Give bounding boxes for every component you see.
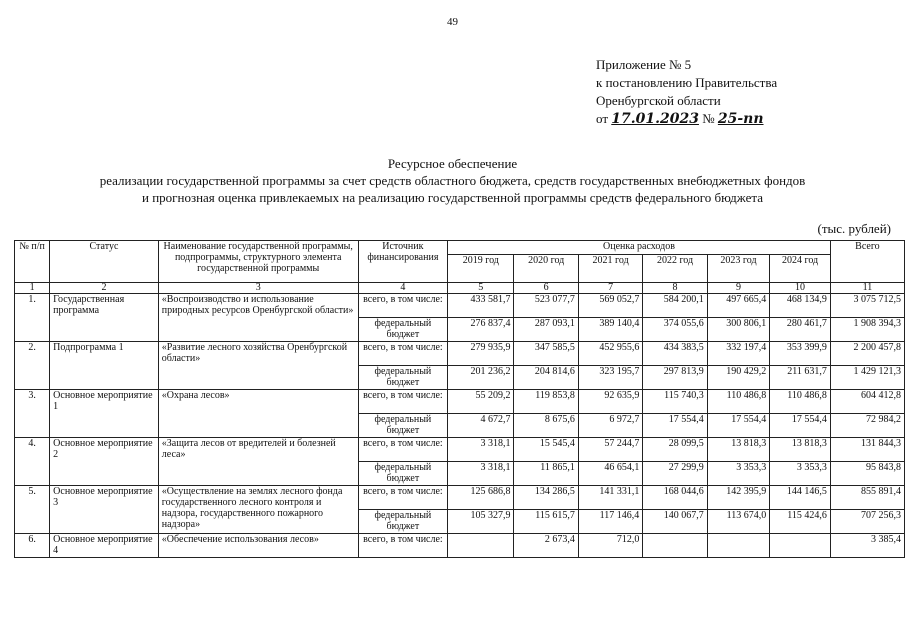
- appendix-header: [596, 56, 777, 128]
- header-year: 2019 год: [448, 255, 514, 283]
- title-line-3: и прогнозная оценка привлекаемых на реализацию государственной программы средств федерального бюджета: [141, 190, 763, 205]
- row-num: 6.: [15, 534, 50, 558]
- row-total: 3 075 712,5: [830, 294, 904, 318]
- row-value: 523 077,7: [514, 294, 578, 318]
- row-value: 497 665,4: [707, 294, 770, 318]
- row-value: 17 554,4: [643, 414, 707, 438]
- row-value: 141 331,1: [578, 486, 642, 510]
- row-num: 2.: [15, 342, 50, 390]
- table-row: [15, 294, 905, 318]
- appendix-line-2: к постановлению Правительства: [596, 75, 778, 90]
- header-num: № п/п: [15, 241, 50, 283]
- row-value: 211 631,7: [770, 366, 831, 390]
- column-index: 10: [770, 283, 831, 294]
- row-status: Подпрограмма 1: [50, 342, 159, 390]
- header-year: 2024 год: [770, 255, 831, 283]
- row-status: Основное мероприятие 1: [50, 390, 159, 438]
- document-title: [0, 155, 905, 206]
- row-value: 279 935,9: [448, 342, 514, 366]
- column-index: 2: [50, 283, 159, 294]
- row-value: 389 140,4: [578, 318, 642, 342]
- column-index: 4: [358, 283, 447, 294]
- row-source: федеральный бюджет: [358, 366, 447, 390]
- row-value: 468 134,9: [770, 294, 831, 318]
- number-label: №: [702, 111, 715, 126]
- row-value: 13 818,3: [770, 438, 831, 462]
- row-source: всего, в том числе:: [358, 294, 447, 318]
- column-index: 6: [514, 283, 578, 294]
- header-total: Всего: [830, 241, 904, 283]
- row-num: 1.: [15, 294, 50, 342]
- table-row: [15, 390, 905, 414]
- row-value: 57 244,7: [578, 438, 642, 462]
- column-index: 3: [158, 283, 358, 294]
- row-value: 190 429,2: [707, 366, 770, 390]
- title-line-1: Ресурсное обеспечение: [387, 156, 518, 171]
- row-value: 142 395,9: [707, 486, 770, 510]
- row-value: 201 236,2: [448, 366, 514, 390]
- row-source: всего, в том числе:: [358, 438, 447, 462]
- units-label: (тыс. рублей): [817, 221, 891, 236]
- row-num: 4.: [15, 438, 50, 486]
- header-name: Наименование государственной программы, подпрограммы, структурного элемента государственной программы: [158, 241, 358, 283]
- row-value: 46 654,1: [578, 462, 642, 486]
- row-value: 332 197,4: [707, 342, 770, 366]
- row-total: 3 385,4: [830, 534, 904, 558]
- row-value: 712,0: [578, 534, 642, 558]
- row-value: 347 585,5: [514, 342, 578, 366]
- row-value: 3 353,3: [707, 462, 770, 486]
- row-source: федеральный бюджет: [358, 510, 447, 534]
- row-source: федеральный бюджет: [358, 414, 447, 438]
- row-value: 280 461,7: [770, 318, 831, 342]
- row-value: 353 399,9: [770, 342, 831, 366]
- handwritten-date: 17.01.2023: [611, 111, 699, 127]
- row-source: всего, в том числе:: [358, 486, 447, 510]
- header-source: Источник финансирования: [358, 241, 447, 283]
- row-source: федеральный бюджет: [358, 462, 447, 486]
- row-total: 855 891,4: [830, 486, 904, 510]
- header-year: 2022 год: [643, 255, 707, 283]
- row-value: 115 740,3: [643, 390, 707, 414]
- row-value: 105 327,9: [448, 510, 514, 534]
- row-value: 584 200,1: [643, 294, 707, 318]
- row-total: 72 984,2: [830, 414, 904, 438]
- header-year: 2023 год: [707, 255, 770, 283]
- header-year: 2020 год: [514, 255, 578, 283]
- row-name: «Воспроизводство и использование природных ресурсов Оренбургской области»: [158, 294, 358, 342]
- appendix-line-1: Приложение № 5: [596, 57, 692, 72]
- column-index: 7: [578, 283, 642, 294]
- row-status: Основное мероприятие 2: [50, 438, 159, 486]
- row-name: «Обеспечение использования лесов»: [158, 534, 358, 558]
- row-value: 297 813,9: [643, 366, 707, 390]
- row-value: 2 673,4: [514, 534, 578, 558]
- row-source: всего, в том числе:: [358, 390, 447, 414]
- row-value: 17 554,4: [707, 414, 770, 438]
- row-total: 131 844,3: [830, 438, 904, 462]
- row-value: [643, 534, 707, 558]
- row-value: 110 486,8: [707, 390, 770, 414]
- row-value: 13 818,3: [707, 438, 770, 462]
- row-total: 1 908 394,3: [830, 318, 904, 342]
- row-num: 5.: [15, 486, 50, 534]
- row-value: 27 299,9: [643, 462, 707, 486]
- row-value: 204 814,6: [514, 366, 578, 390]
- row-total: 707 256,3: [830, 510, 904, 534]
- row-value: 119 853,8: [514, 390, 578, 414]
- row-value: 55 209,2: [448, 390, 514, 414]
- row-value: 8 675,6: [514, 414, 578, 438]
- column-index: 1: [15, 283, 50, 294]
- table-row: [15, 534, 905, 558]
- table-row: [15, 342, 905, 366]
- row-source: всего, в том числе:: [358, 534, 447, 558]
- row-total: 95 843,8: [830, 462, 904, 486]
- page-number: 49: [447, 16, 458, 28]
- row-name: «Осуществление на землях лесного фонда государственного лесного контроля и надзора, государственного пожарного надзора»: [158, 486, 358, 534]
- row-source: всего, в том числе:: [358, 342, 447, 366]
- row-value: 28 099,5: [643, 438, 707, 462]
- row-value: 569 052,7: [578, 294, 642, 318]
- row-value: 6 972,7: [578, 414, 642, 438]
- row-value: 11 865,1: [514, 462, 578, 486]
- row-value: 134 286,5: [514, 486, 578, 510]
- row-value: 92 635,9: [578, 390, 642, 414]
- table-row: [15, 486, 905, 510]
- row-total: 2 200 457,8: [830, 342, 904, 366]
- header-estimate: Оценка расходов: [448, 241, 831, 255]
- row-value: 168 044,6: [643, 486, 707, 510]
- row-name: «Защита лесов от вредителей и болезней леса»: [158, 438, 358, 486]
- column-index: 11: [830, 283, 904, 294]
- appendix-date-line: [596, 110, 777, 128]
- row-value: 434 383,5: [643, 342, 707, 366]
- row-value: 3 318,1: [448, 462, 514, 486]
- row-value: 117 146,4: [578, 510, 642, 534]
- row-value: 300 806,1: [707, 318, 770, 342]
- column-index: 9: [707, 283, 770, 294]
- row-value: 113 674,0: [707, 510, 770, 534]
- table-row: [15, 438, 905, 462]
- row-value: [707, 534, 770, 558]
- row-value: 276 837,4: [448, 318, 514, 342]
- column-index: 5: [448, 283, 514, 294]
- row-value: [770, 534, 831, 558]
- row-status: Основное мероприятие 3: [50, 486, 159, 534]
- row-num: 3.: [15, 390, 50, 438]
- row-value: [448, 534, 514, 558]
- row-value: 287 093,1: [514, 318, 578, 342]
- row-value: 3 318,1: [448, 438, 514, 462]
- row-status: Основное мероприятие 4: [50, 534, 159, 558]
- row-value: 125 686,8: [448, 486, 514, 510]
- appendix-line-3: Оренбургской области: [596, 93, 721, 108]
- row-value: 115 615,7: [514, 510, 578, 534]
- row-total: 1 429 121,3: [830, 366, 904, 390]
- row-value: 4 672,7: [448, 414, 514, 438]
- row-value: 3 353,3: [770, 462, 831, 486]
- row-name: «Развитие лесного хозяйства Оренбургской области»: [158, 342, 358, 390]
- resource-table: [14, 240, 905, 558]
- row-total: 604 412,8: [830, 390, 904, 414]
- row-value: 17 554,4: [770, 414, 831, 438]
- row-value: 452 955,6: [578, 342, 642, 366]
- row-value: 144 146,5: [770, 486, 831, 510]
- handwritten-number: 25-пп: [717, 111, 764, 127]
- from-label: от: [596, 111, 609, 126]
- row-value: 374 055,6: [643, 318, 707, 342]
- header-status: Статус: [50, 241, 159, 283]
- row-value: 433 581,7: [448, 294, 514, 318]
- row-name: «Охрана лесов»: [158, 390, 358, 438]
- row-value: 110 486,8: [770, 390, 831, 414]
- row-value: 15 545,4: [514, 438, 578, 462]
- title-line-2: реализации государственной программы за счет средств областного бюджета, средств государственных внебюджетных фондов: [99, 173, 806, 188]
- column-index: 8: [643, 283, 707, 294]
- row-source: федеральный бюджет: [358, 318, 447, 342]
- row-value: 115 424,6: [770, 510, 831, 534]
- row-value: 140 067,7: [643, 510, 707, 534]
- row-status: Государственная программа: [50, 294, 159, 342]
- row-value: 323 195,7: [578, 366, 642, 390]
- header-year: 2021 год: [578, 255, 642, 283]
